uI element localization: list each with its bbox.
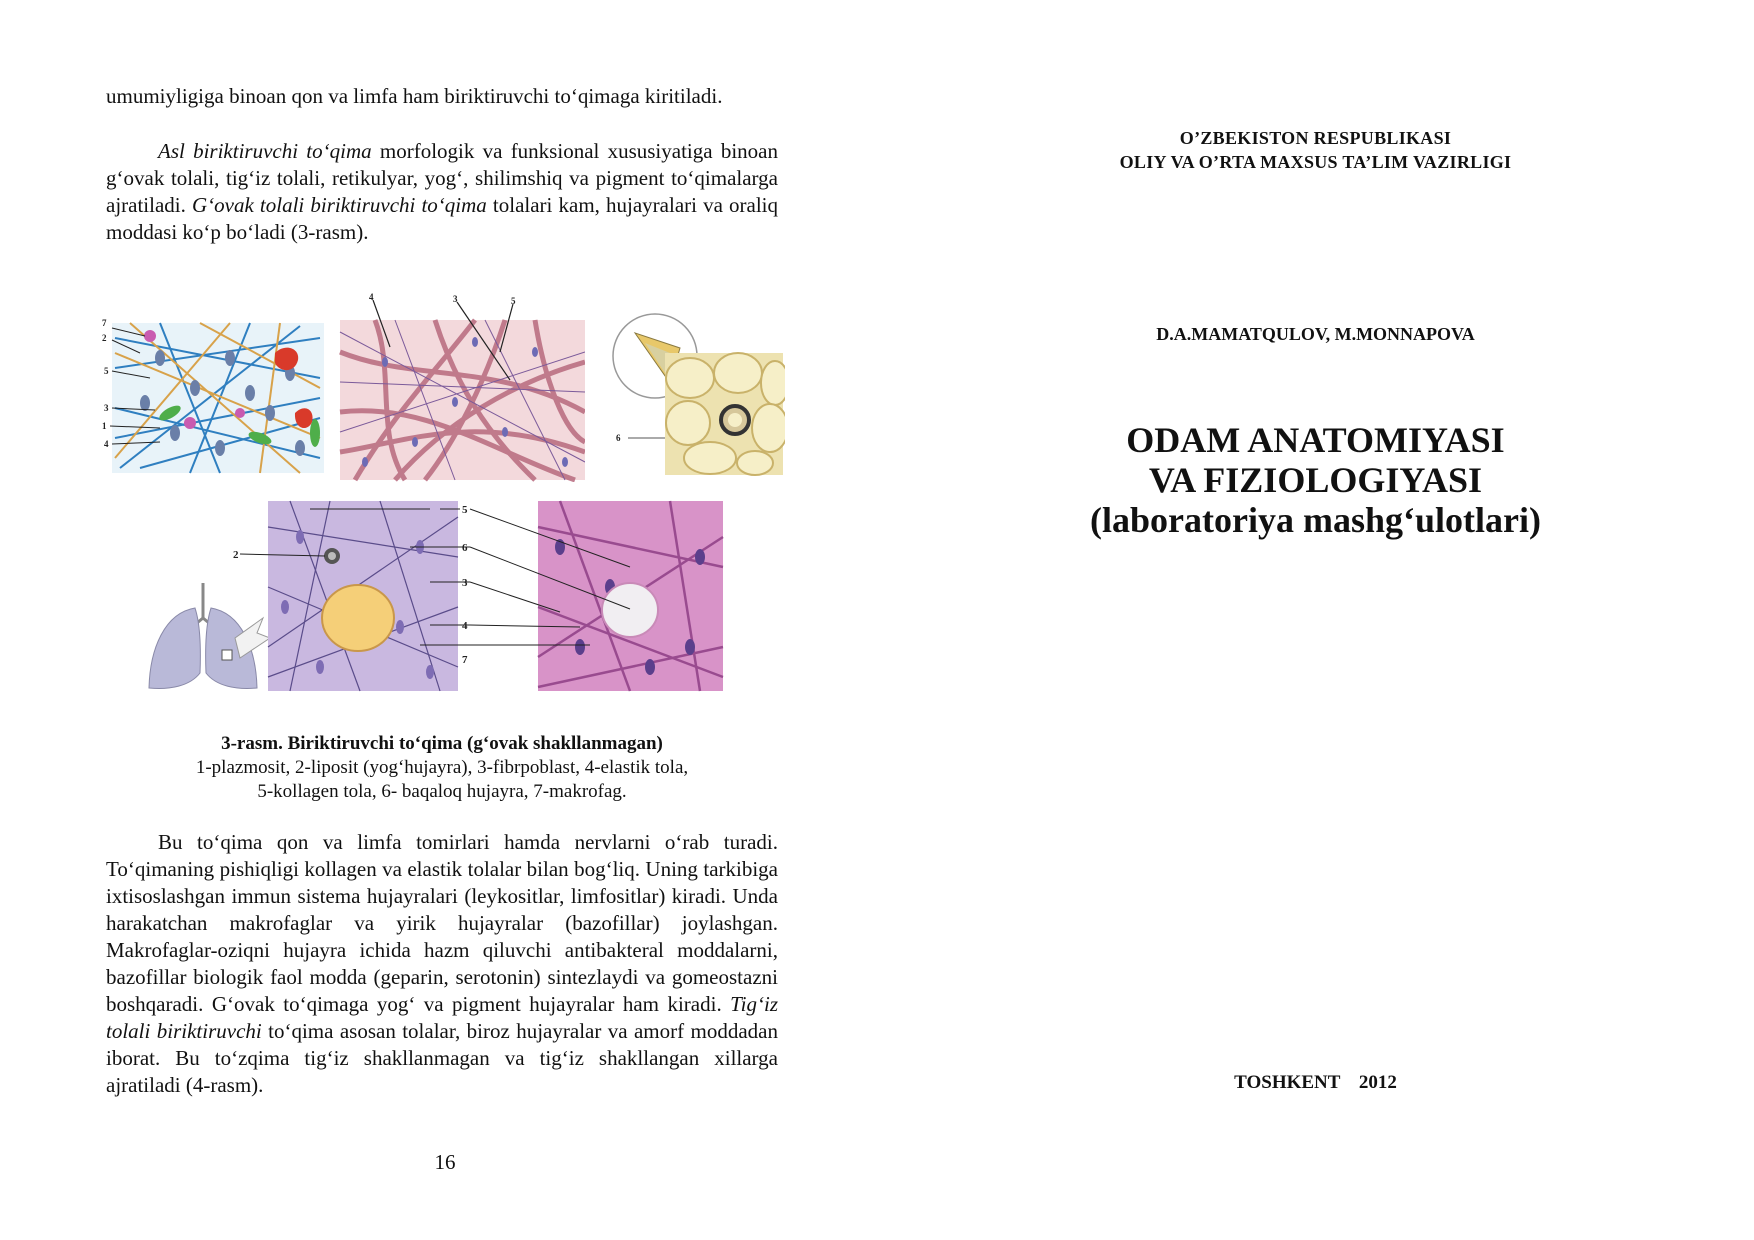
label-d-3: 3 bbox=[462, 577, 468, 589]
figure-panel-d bbox=[230, 497, 740, 697]
label-a-7: 7 bbox=[102, 318, 107, 328]
ministry-heading: O’ZBEKISTON RESPUBLIKASI OLIY VA O’RTA MAXSUS TA’LIM VAZIRLIGI bbox=[1119, 128, 1512, 172]
term-tigiz: Tig‘iz tolali biriktiruvchi bbox=[106, 992, 778, 1043]
title-line-1: ODAM ANATOMIYASI bbox=[1126, 420, 1505, 460]
label-a-1: 1 bbox=[102, 421, 107, 431]
paragraph-classification: Asl biriktiruvchi to‘qima morfologik va funksional xususiyatiga binoan g‘ovak tolali, tig‘iz tolali, retikulyar, yog‘, shilimshiq va pigment to‘qimalarga ajratiladi. G‘ovak tolali biriktiruvchi to‘qima tolalari kam, hujayralari va oraliq moddasi ko‘p bo‘ladi (3-rasm). bbox=[106, 139, 778, 244]
title-line-2: VA FIZIOLOGIYASI bbox=[1148, 460, 1483, 500]
term-asl: Asl biriktiruvchi to‘qima bbox=[158, 139, 372, 163]
term-govak: G‘ovak tolali biriktiruvchi to‘qima bbox=[192, 193, 487, 217]
label-a-2: 2 bbox=[102, 333, 107, 343]
caption-title: 3-rasm. Biriktiruvchi to‘qima (g‘ovak shakllanmagan) bbox=[221, 733, 663, 754]
right-page-title bbox=[877, 0, 1754, 1240]
label-d-6: 6 bbox=[462, 542, 468, 554]
title-subtitle: (laboratoriya mashg‘ulotlari) bbox=[1090, 500, 1541, 540]
label-d-4: 4 bbox=[462, 620, 468, 632]
book-title bbox=[877, 420, 1754, 540]
figure-caption bbox=[106, 732, 778, 804]
figure-panel-a bbox=[100, 318, 325, 478]
label-a-4: 4 bbox=[104, 439, 109, 449]
label-a-3: 3 bbox=[104, 403, 109, 413]
figure-panel-b bbox=[335, 292, 585, 482]
year: 2012 bbox=[1358, 1072, 1397, 1093]
label-d-7: 7 bbox=[462, 654, 468, 666]
label-d-5: 5 bbox=[462, 504, 468, 516]
label-a-5: 5 bbox=[104, 366, 109, 376]
caption-line-1: 1-plazmosit, 2-liposit (yog‘hujayra), 3-fibrpoblast, 4-elastik tola, bbox=[195, 757, 689, 778]
figure-panel-c bbox=[610, 308, 785, 478]
authors: D.A.MAMATQULOV, M.MONNAPOVA bbox=[1156, 324, 1475, 344]
label-b-3: 3 bbox=[453, 294, 458, 304]
caption-line-2: 5-kollagen tola, 6- baqaloq hujayra, 7-makrofag. bbox=[257, 781, 627, 802]
page-number: 16 bbox=[434, 1150, 456, 1174]
city-year bbox=[877, 1072, 1754, 1094]
label-b-5: 5 bbox=[511, 296, 516, 306]
label-d-2: 2 bbox=[233, 549, 239, 561]
paragraph-body: Bu to‘qima qon va limfa tomirlari hamda nervlarni o‘rab turadi. To‘qimaning pishiqligi kollagen va elastik tolalar bilan bog‘liq. Uning tarkibiga ixtisoslashgan immun sistema hujayralari (leykositlar, limfositlar) kiradi. Unda harakatchan makrofaglar va yirik hujayralar (bazofillar) joylashgan. Makrofaglar-oziqni hujayra ichida hazm qiluvchi antibakteral moddalarni, bazofillar biologik faol modda (geparin, serotonin) sintezlaydi va gomeostazni boshqaradi. G‘ovak to‘qimaga yog‘ va pigment hujayralar ham kiradi. Tig‘iz tolali biriktiruvchi to‘qima asosan tolalar, biroz hujayralar va amorf moddadan iborat. Bu to‘zqima tig‘iz shakllanmagan va tig‘iz shakllangan xillarga ajratiladi (4-rasm). bbox=[106, 830, 778, 1097]
paragraph-intro: umumiyligiga binoan qon va limfa ham biriktiruvchi to‘qimaga kiritiladi. bbox=[106, 84, 723, 108]
city: TOSHKENT bbox=[1234, 1072, 1341, 1093]
label-c-6: 6 bbox=[616, 433, 621, 443]
label-b-4: 4 bbox=[369, 292, 374, 302]
